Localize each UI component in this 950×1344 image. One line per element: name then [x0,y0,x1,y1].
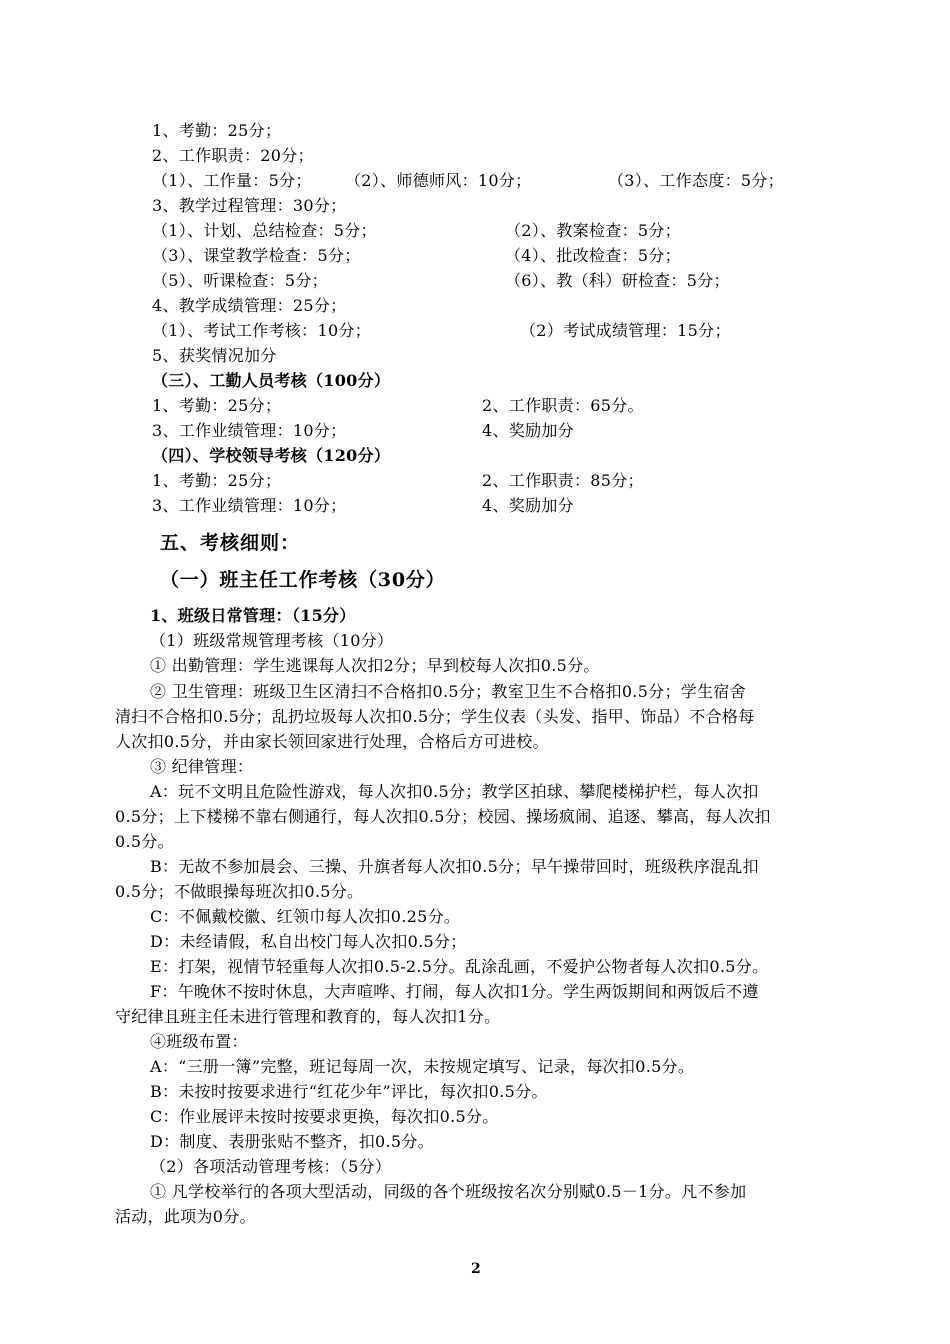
text-line: （1）、计划、总结检查：5分； [152,221,377,240]
text-line: D：制度、表册张贴不整齐，扣0.5分。 [150,1132,434,1151]
text-line: A：玩不文明且危险性游戏，每人次扣0.5分；教学区拍球、攀爬楼梯护栏，每人次扣 [150,782,759,801]
text-line: ① 凡学校举行的各项大型活动，同级的各个班级按名次分别赋0.5－1分。凡不参加 [150,1182,747,1201]
section-heading: （一）班主任工作考核（30分） [160,569,446,591]
text-line: （4）、批改检查：5分； [505,246,681,265]
text-line: A：“三册一簿”完整，班记每周一次，未按规定填写、记录，每次扣0.5分。 [150,1057,695,1076]
text-line: C：作业展评未按时按要求更换，每次扣0.5分。 [150,1107,499,1126]
text-line: （3）、工作态度：5分； [608,171,784,190]
text-line: （1）班级常规管理考核（10分） [150,631,394,650]
text-line: （2）考试成绩管理：15分； [520,321,731,340]
page-number: 2 [471,1261,481,1277]
text-line: ④班级布置： [150,1032,248,1051]
text-line: 1、考勤：25分； [152,121,282,140]
subsection-heading: （三）、工勤人员考核（100分） [152,371,391,390]
text-line: （1）、考试工作考核：10分； [152,321,372,340]
text-line: 人次扣0.5分，并由家长领回家进行处理，合格后方可进校。 [115,732,549,751]
text-line: 3、工作业绩管理：10分； [152,421,347,440]
text-line: 0.5分；上下楼梯不靠右侧通行，每人次扣0.5分；校园、操场疯闹、追逐、攀高，每人次扣 [115,807,771,826]
text-line: 1、考勤：25分； [152,471,282,490]
text-line: （2）各项活动管理考核：（5分） [150,1157,392,1176]
text-line: F：午晚休不按时休息，大声喧哗、打闹，每人次扣1分。学生两饭期间和两饭后不遵 [150,982,759,1001]
text-line: 0.5分。 [115,832,174,851]
text-line: 3、工作业绩管理：10分； [152,496,347,515]
text-line: D：未经请假，私自出校门每人次扣0.5分； [150,932,467,951]
text-line: （5）、听课检查：5分； [152,271,328,290]
text-line: B：未按时按要求进行“红花少年”评比，每次扣0.5分。 [150,1082,548,1101]
subsection-heading: （四）、学校领导考核（120分） [152,446,391,465]
text-line: 活动，此项为0分。 [115,1207,256,1226]
text-line: 2、工作职责：65分。 [482,396,644,415]
text-line: C：不佩戴校徽、红领巾每人次扣0.25分。 [150,907,461,926]
text-line: 2、工作职责：85分； [482,471,644,490]
text-line: （2）、师德师风：10分； [345,171,532,190]
text-line: B：无故不参加晨会、三操、升旗者每人次扣0.5分；早午操带回时，班级秩序混乱扣 [150,857,759,876]
text-line: 守纪律且班主任未进行管理和教育的，每人次扣1分。 [115,1007,501,1026]
text-line: 4、奖励加分 [482,421,574,440]
text-line: 3、教学过程管理：30分； [152,196,347,215]
text-line: 4、奖励加分 [482,496,574,515]
text-line: 2、工作职责：20分； [152,146,314,165]
text-line: 0.5分；不做眼操每班次扣0.5分。 [115,882,364,901]
text-line: 5、获奖情况加分 [152,346,277,365]
text-line: （2）、教案检查：5分； [505,221,681,240]
text-line: （3）、课堂教学检查：5分； [152,246,361,265]
text-line: （1）、工作量：5分； [152,171,312,190]
section-heading: 五、考核细则： [160,532,301,554]
text-line: （6）、教（科）研检查：5分； [505,271,730,290]
text-line: 清扫不合格扣0.5分；乱扔垃圾每人次扣0.5分；学生仪表（头发、指甲、饰品）不合格每 [115,707,755,726]
text-line: ① 出勤管理：学生逃课每人次扣2分；早到校每人次扣0.5分。 [150,656,600,675]
text-line: E：打架，视情节轻重每人次扣0.5-2.5分。乱涂乱画，不爱护公物者每人次扣0.5分。 [150,957,769,976]
text-line: ② 卫生管理：班级卫生区清扫不合格扣0.5分；教室卫生不合格扣0.5分；学生宿舍 [150,682,746,701]
subsection-heading: 1、班级日常管理：（15分） [150,606,356,625]
text-line: 4、教学成绩管理：25分； [152,296,347,315]
text-line: ③ 纪律管理： [150,757,254,776]
text-line: 1、考勤：25分； [152,396,282,415]
